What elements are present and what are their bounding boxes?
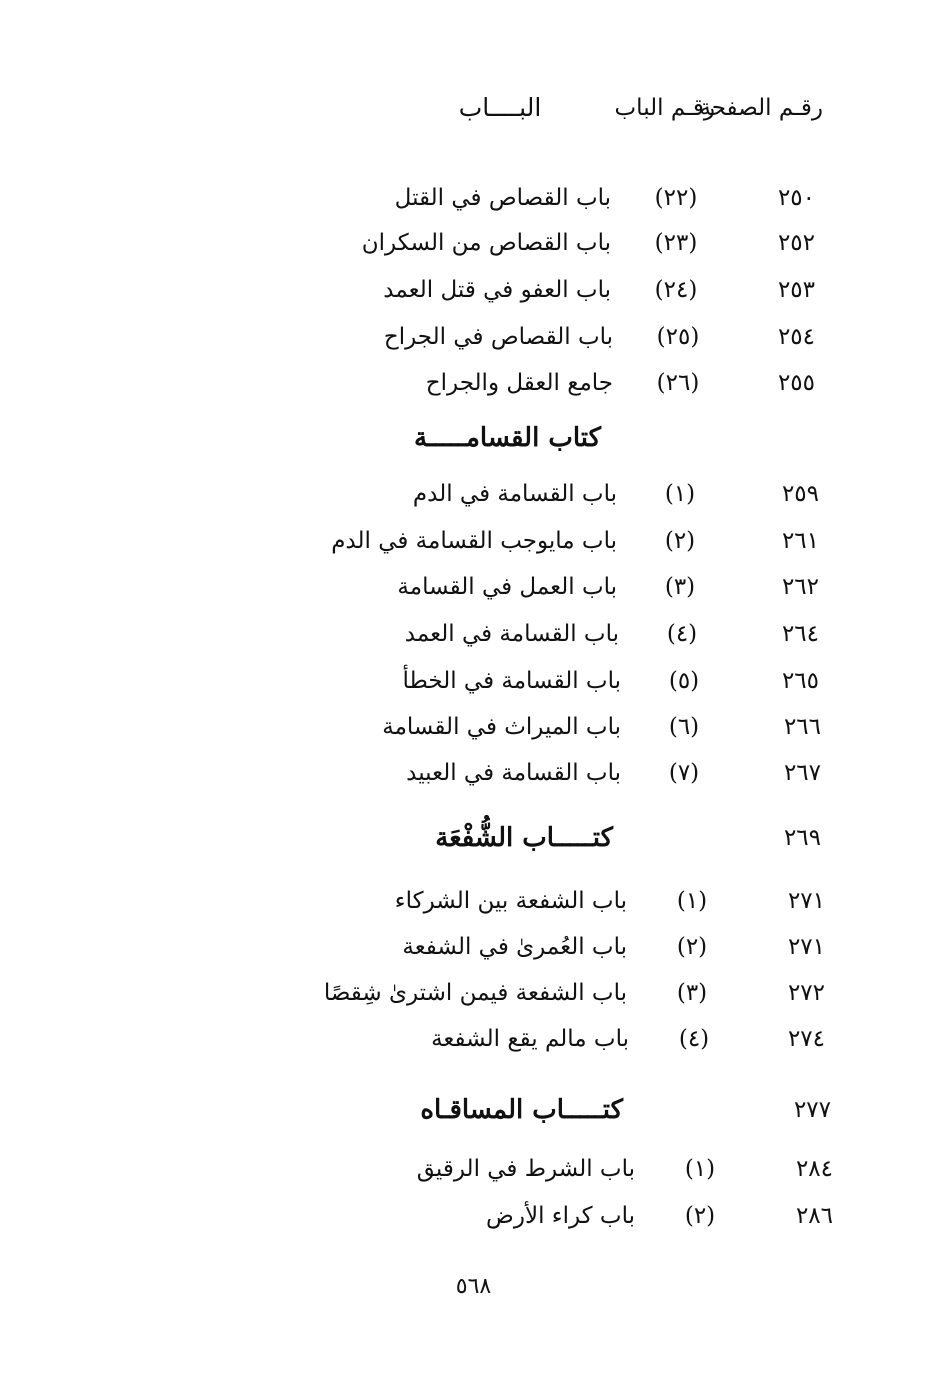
chapter-title: باب الميراث في القسامة [382, 714, 621, 740]
page-number: ٢٨٦ [795, 1203, 833, 1229]
page-number-column-header: رقـم الصفحة [699, 95, 823, 121]
page-number: ٢٥٢ [777, 230, 815, 256]
chapter-row [0, 363, 947, 407]
book-title: كتـــــاب المساقـاه [420, 1095, 623, 1125]
book-title: كتـــــاب الشُّفْعَة [435, 823, 613, 853]
page-number: ٢٦٩ [783, 825, 821, 851]
chapter-row [0, 1019, 947, 1063]
chapter-title: باب الشرط في الرقيق [416, 1156, 635, 1182]
chapter-row [0, 1196, 947, 1240]
page-number: ٢٥٤ [777, 324, 815, 350]
chapter-number: (١) [664, 481, 696, 507]
chapter-title: باب الشفعة بين الشركاء [394, 888, 627, 914]
chapter-number: (٥) [668, 668, 700, 694]
chapter-title-column-header: البــــاب [458, 93, 542, 122]
chapter-number: (٤) [678, 1026, 710, 1052]
chapter-row [0, 474, 947, 518]
chapter-title: جامع العقل والجراح [425, 370, 613, 396]
chapter-title: باب الشفعة فيمن اشترىٰ شِقصًا [323, 980, 627, 1006]
chapter-number: (٢) [676, 934, 708, 960]
page-number: ٢٥٩ [781, 481, 819, 507]
chapter-row [0, 317, 947, 361]
chapter-title: باب القصاص في القتل [394, 185, 611, 211]
chapter-number: (٤) [666, 621, 698, 647]
chapter-title: باب القسامة في الخطأ [402, 668, 621, 694]
chapter-title: باب العفو في قتل العمد [383, 277, 611, 303]
chapter-title: باب القصاص من السكران [361, 230, 611, 256]
chapter-number: (٣) [664, 574, 696, 600]
chapter-number: (٧) [668, 760, 700, 786]
page-number: ٢٥٠ [777, 185, 815, 211]
chapter-row [0, 927, 947, 971]
chapter-row [0, 178, 947, 222]
chapter-row [0, 614, 947, 658]
chapter-number: (٣) [676, 980, 708, 1006]
chapter-number: (٦) [668, 714, 700, 740]
chapter-row [0, 881, 947, 925]
chapter-row [0, 1149, 947, 1193]
chapter-row [0, 661, 947, 705]
page-number: ٢٦٧ [783, 760, 821, 786]
chapter-number-column-header: رقـم الباب [614, 95, 715, 121]
chapter-title: باب العُمرىٰ في الشفعة [402, 934, 627, 960]
chapter-number: (٢٦) [656, 370, 700, 396]
chapter-row [0, 521, 947, 565]
page-number: ٢٦١ [781, 528, 819, 554]
chapter-title: باب كراء الأرض [486, 1203, 635, 1229]
chapter-number: (٢٥) [656, 324, 700, 350]
chapter-number: (٢٢) [654, 185, 698, 211]
chapter-title: باب القسامة في الدم [412, 481, 617, 507]
page-number: ٢٦٤ [781, 621, 819, 647]
chapter-number: (٢٣) [654, 230, 698, 256]
chapter-number: (١) [684, 1156, 716, 1182]
page-number: ٢٥٣ [777, 277, 815, 303]
chapter-title: باب القصاص في الجراح [383, 324, 613, 350]
chapter-row [0, 707, 947, 751]
book-heading-row [0, 1090, 947, 1134]
chapter-row [0, 973, 947, 1017]
page-footer-number: ٥٦٨ [455, 1274, 492, 1299]
page-number: ٢٦٦ [783, 714, 821, 740]
chapter-row [0, 567, 947, 611]
book-title: كتاب القسامـــــة [413, 423, 601, 453]
page-number: ٢٨٤ [795, 1156, 833, 1182]
page-number: ٢٧٧ [793, 1097, 831, 1123]
page-number: ٢٥٥ [777, 370, 815, 396]
page-number: ٢٦٥ [781, 668, 819, 694]
page-number: ٢٧٢ [787, 980, 825, 1006]
chapter-number: (٢) [684, 1203, 716, 1229]
chapter-title: باب القسامة في العمد [404, 621, 619, 647]
page-number: ٢٧١ [787, 888, 825, 914]
chapter-row [0, 270, 947, 314]
chapter-number: (٢) [664, 528, 696, 554]
chapter-title: باب مالم يقع الشفعة [431, 1026, 629, 1052]
page-number: ٢٧١ [787, 934, 825, 960]
chapter-number: (١) [676, 888, 708, 914]
chapter-number: (٢٤) [654, 277, 698, 303]
chapter-title: باب العمل في القسامة [397, 574, 617, 600]
chapter-row [0, 753, 947, 797]
chapter-title: باب مايوجب القسامة في الدم [331, 528, 617, 554]
book-heading-row [0, 818, 947, 862]
book-heading-row [0, 418, 947, 462]
chapter-title: باب القسامة في العبيد [406, 760, 621, 786]
chapter-row [0, 223, 947, 267]
page-number: ٢٦٢ [781, 574, 819, 600]
page-number: ٢٧٤ [787, 1026, 825, 1052]
